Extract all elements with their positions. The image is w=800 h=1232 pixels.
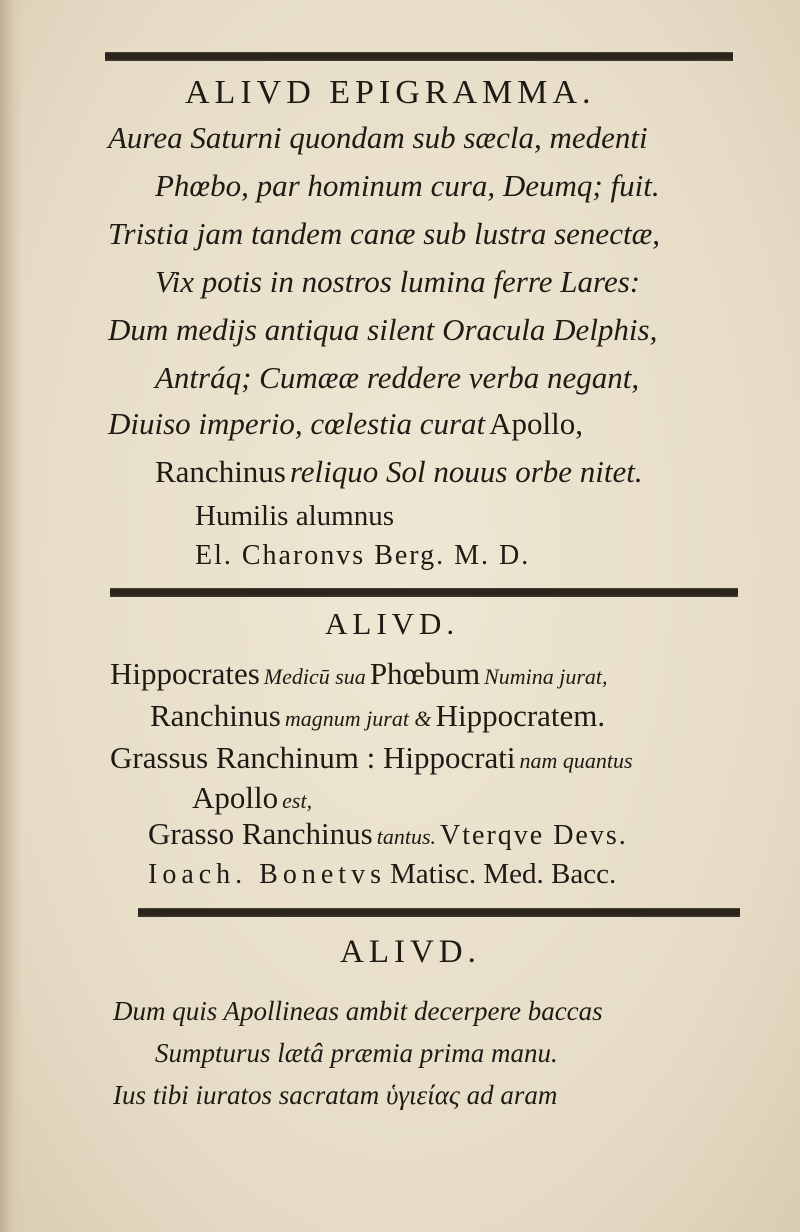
verse-italic: Diuiso imperio, cœlestia curat xyxy=(108,406,486,441)
section2-heading: ALIVD. xyxy=(325,606,460,641)
section3-heading: ALIVD. xyxy=(340,934,481,970)
verse-roman: Grassus Ranchinum : Hippocrati xyxy=(110,740,516,775)
verse-roman: Apollo xyxy=(192,780,279,815)
page-gutter xyxy=(0,0,22,1232)
verse-smallcaps: Vterqve Devs. xyxy=(440,820,628,851)
verse-italic: Medicū sua xyxy=(263,664,366,689)
verse-line: Aurea Saturni quondam sub sæcla, medenti xyxy=(108,120,648,155)
signature-line: Humilis alumnus xyxy=(195,500,394,532)
verse-roman: Phœbum xyxy=(369,656,481,691)
verse-roman: Ranchinus xyxy=(150,698,281,733)
verse-line xyxy=(155,454,643,490)
verse-roman: Apollo, xyxy=(489,406,584,441)
verse-line xyxy=(110,656,608,692)
verse-italic: tantus. xyxy=(376,824,437,849)
verse-line xyxy=(108,406,583,442)
verse-line: Antráq; Cumææ reddere verba negant, xyxy=(155,360,640,395)
signature-name: Ioach. Bonetvs xyxy=(148,859,386,890)
verse-line xyxy=(110,740,633,776)
verse-italic: est, xyxy=(282,788,313,813)
section-rule xyxy=(138,908,740,917)
verse-line xyxy=(150,698,605,734)
signature-name: El. Charonvs Berg. M. D. xyxy=(195,540,531,571)
section-rule xyxy=(110,588,738,597)
signature-line xyxy=(148,858,616,891)
top-rule xyxy=(105,52,733,61)
verse-line xyxy=(148,816,628,852)
verse-italic: reliquo Sol nouus orbe nitet. xyxy=(289,454,643,489)
verse-line: Dum quis Apollineas ambit decerpere baccas xyxy=(113,996,603,1026)
verse-line: Dum medijs antiqua silent Oracula Delphis, xyxy=(108,312,658,347)
verse-roman: Hippocrates xyxy=(110,656,260,691)
verse-roman: Ranchinus xyxy=(155,454,286,489)
verse-italic: magnum jurat & xyxy=(284,706,432,731)
verse-line: Phœbo, par hominum cura, Deumq; fuit. xyxy=(155,168,660,203)
verse-line: Sumpturus lætâ præmia prima manu. xyxy=(155,1038,558,1068)
verse-italic: Numina jurat, xyxy=(484,664,608,689)
verse-roman: Grasso Ranchinus xyxy=(148,816,373,851)
verse-roman: Hippocratem. xyxy=(435,698,606,733)
verse-line xyxy=(192,780,312,816)
verse-line: Ius tibi iuratos sacratam ὑγιείας ad aram xyxy=(113,1080,558,1110)
verse-line: Vix potis in nostros lumina ferre Lares: xyxy=(155,264,641,299)
verse-line: Tristia jam tandem canæ sub lustra senectæ, xyxy=(108,216,660,251)
verse-italic: nam quantus xyxy=(519,748,633,773)
signature-title: Matisc. Med. Bacc. xyxy=(389,858,617,890)
section1-heading: ALIVD EPIGRAMMA. xyxy=(185,74,596,111)
